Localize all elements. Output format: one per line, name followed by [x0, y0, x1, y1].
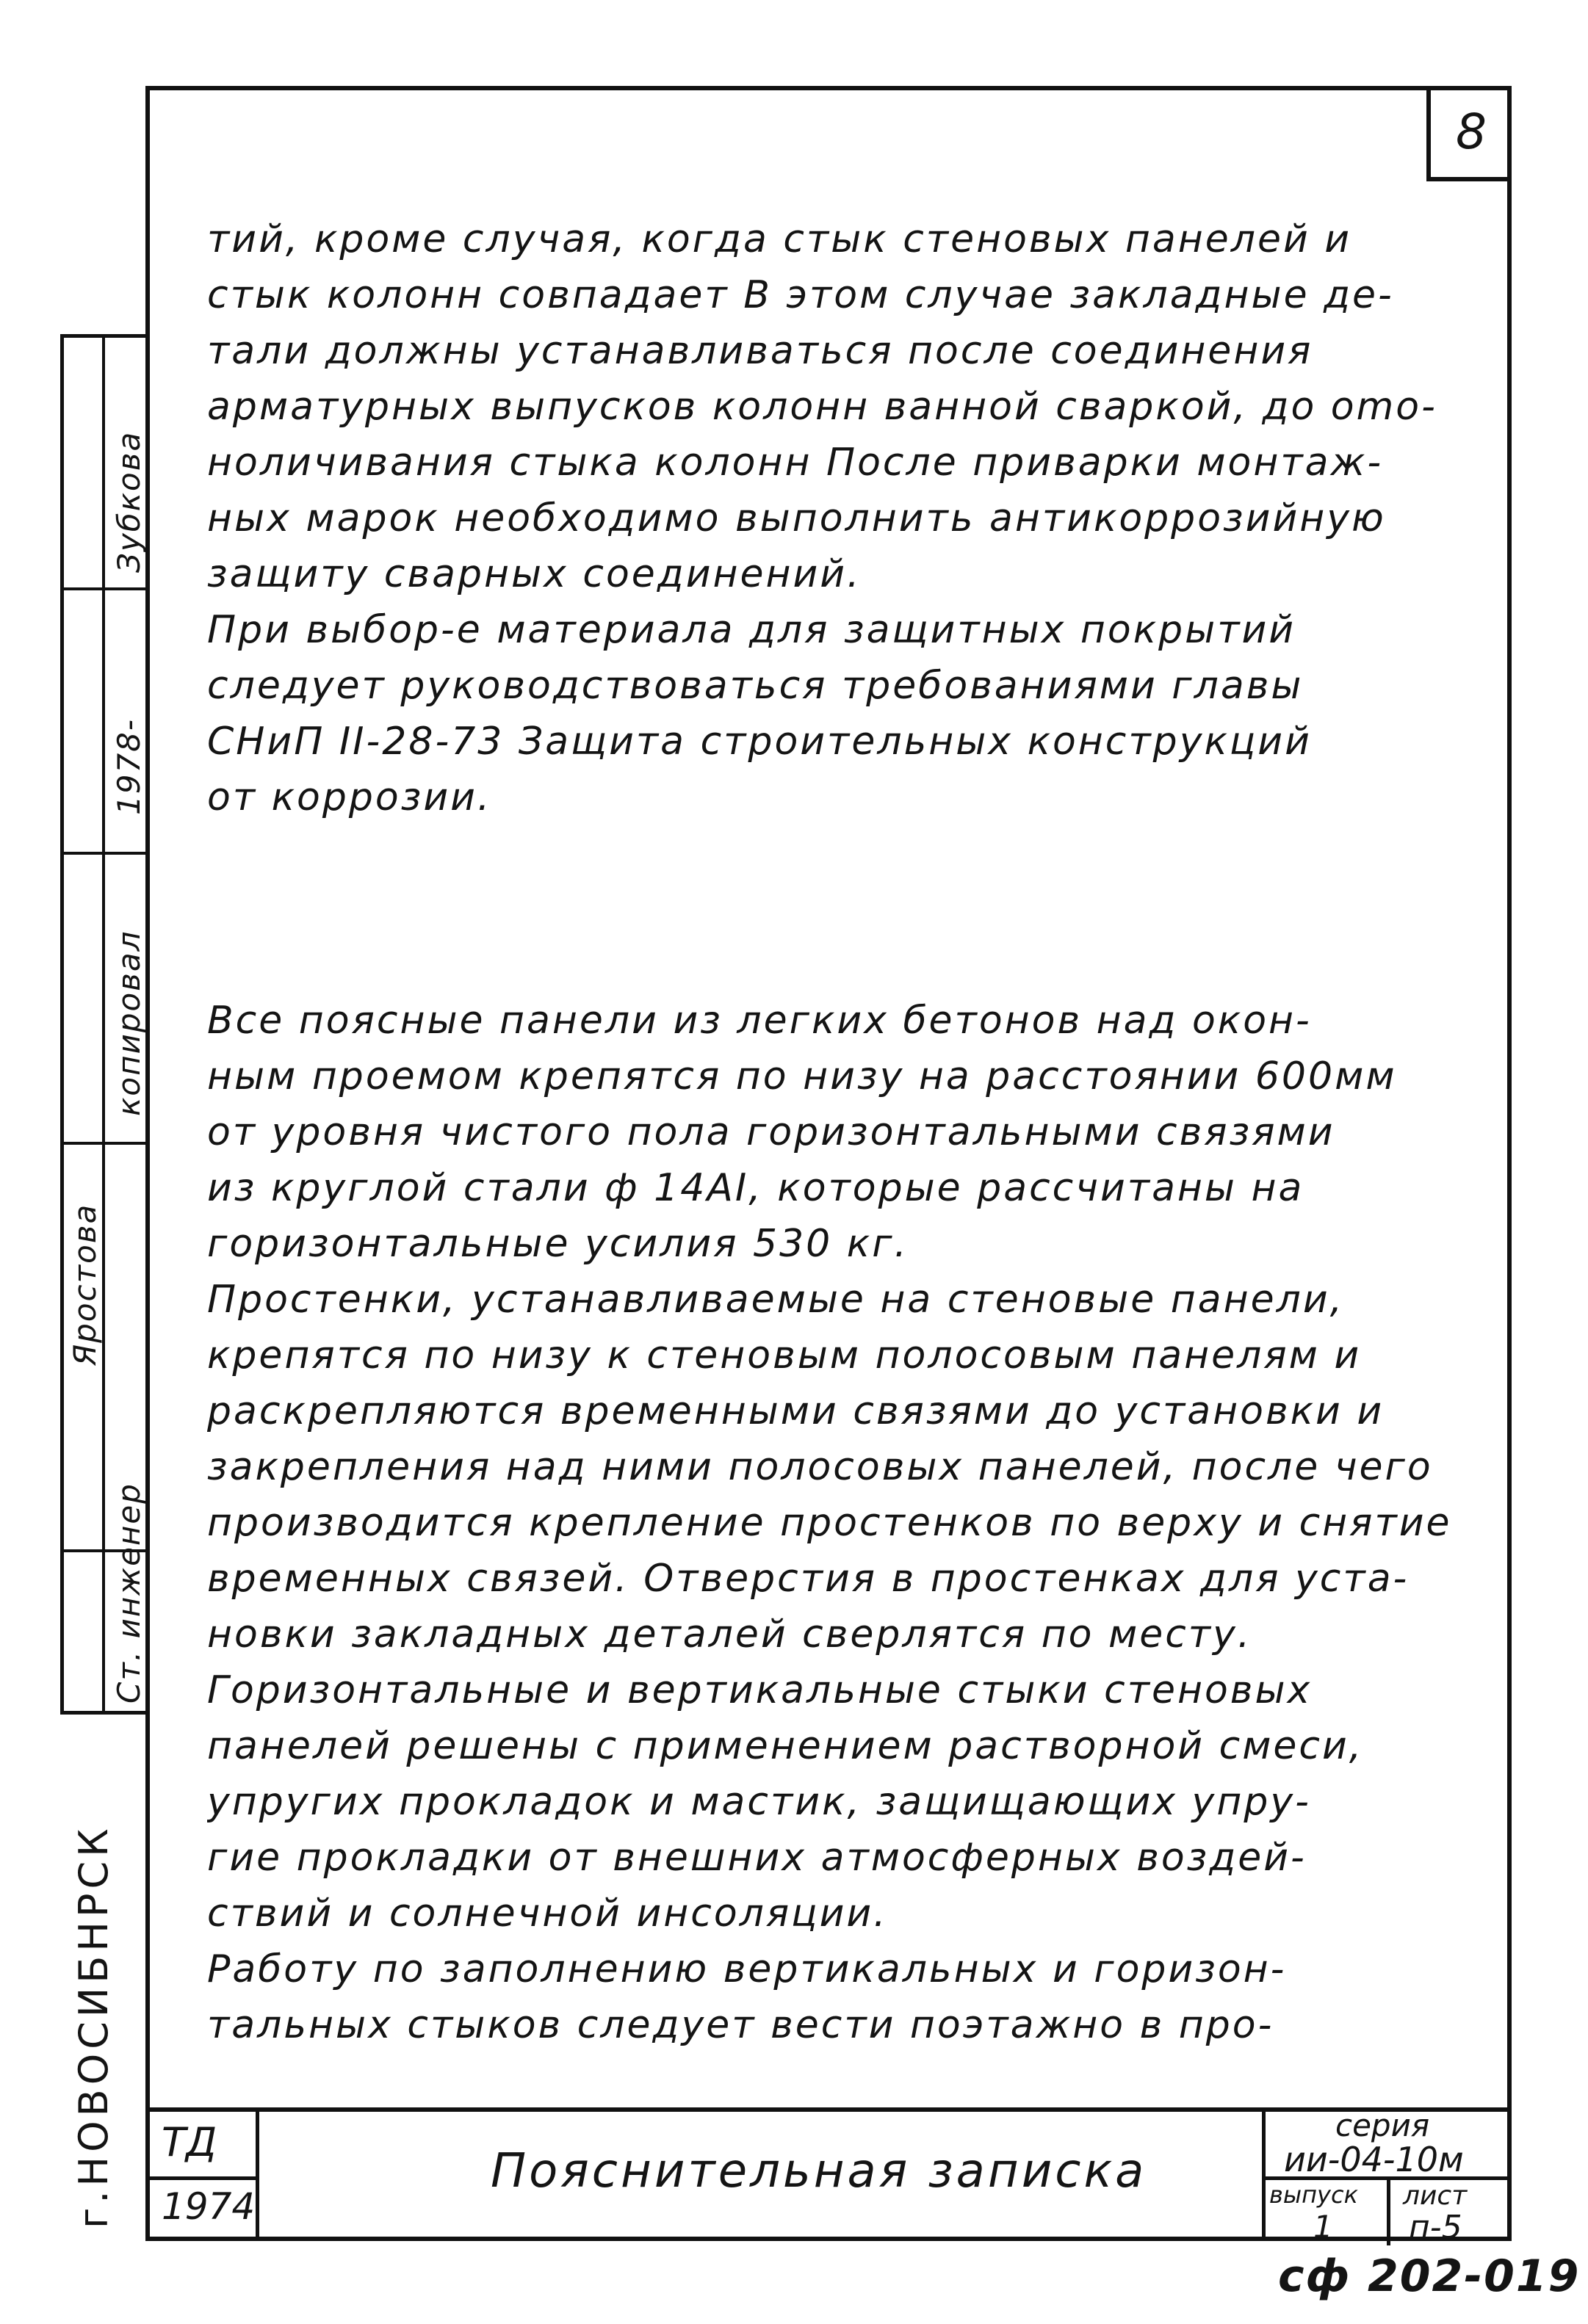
body-line: Все поясные панели из легких бетонов над окон-	[207, 999, 1312, 1043]
sheet-value: п-5	[1409, 2209, 1462, 2246]
body-line: ствий и солнечной инсоляции.	[207, 1892, 888, 1936]
body-line: Горизонтальные и вертикальные стыки стеновых	[207, 1668, 1313, 1712]
body-line	[207, 937, 1456, 993]
body-line: закрепления над ними полосовых панелей, после чего	[207, 1445, 1433, 1489]
body-line: ных марок необходимо выполнить антикоррозийную	[207, 496, 1386, 540]
body-line: горизонтальные усилия 530 кг.	[207, 1222, 909, 1266]
city-label: г.НОВОСИБНРСК	[71, 1824, 117, 2229]
document-title: Пояснительная записка	[491, 2144, 1147, 2198]
body-line: Работу по заполнению вертикальных и горизон-	[207, 1947, 1287, 1991]
body-line: панелей решены с применением растворной смеси,	[207, 1724, 1364, 1768]
sheet-label: лист	[1403, 2181, 1468, 2211]
stamp-role-copied: копировал	[111, 930, 147, 1116]
title-block	[145, 2107, 1512, 2246]
stamp-name-2: Зубкова	[111, 430, 147, 573]
body-line	[207, 825, 1456, 881]
body-line: временных связей. Отверстия в простенках для уста-	[207, 1557, 1410, 1601]
body-line: Простенки, устанавливаемые на стеновые панели,	[207, 1278, 1345, 1322]
org-code: ТД	[162, 2119, 217, 2165]
body-line: стык колонн совпадает В этом случае закладные де-	[207, 273, 1394, 317]
year: 1974	[162, 2185, 256, 2228]
body-line: тальных стыков следует вести поэтажно в про-	[207, 2003, 1274, 2047]
approval-stamp	[60, 334, 145, 1715]
issue-label: выпуск	[1269, 2181, 1358, 2209]
stamp-name-1: Яростова	[67, 1203, 103, 1366]
body-line: следует руководствоваться требованиями главы	[207, 664, 1304, 708]
document-code: сф 202-019	[1278, 2251, 1581, 2302]
body-line: арматурных выпусков колонн ванной сваркой, до omo-	[207, 385, 1437, 429]
body-line: ноличивания стыка колонн После приварки монтаж-	[207, 441, 1384, 485]
body-line	[207, 881, 1456, 937]
body-line: раскрепляются временными связями до установки и	[207, 1389, 1385, 1433]
body-text	[207, 211, 1456, 2053]
series-label: серия	[1335, 2107, 1430, 2143]
body-line: гие прокладки от внешних атмосферных воздей-	[207, 1836, 1307, 1880]
page-number: 8	[1426, 86, 1512, 181]
body-line: от уровня чистого пола горизонтальными связями	[207, 1110, 1335, 1154]
body-line: от коррозии.	[207, 775, 492, 819]
body-line: СНиП II-28-73 Защита строительных конструкций	[207, 720, 1312, 764]
series-value: ии-04-10м	[1284, 2140, 1464, 2179]
issue-value: 1	[1313, 2209, 1333, 2245]
stamp-date: 1978-	[111, 717, 147, 815]
body-line: тали должны устанавливаться после соединения	[207, 329, 1313, 373]
body-line: защиту сварных соединений.	[207, 552, 862, 596]
body-line: ным проемом крепятся по низу на расстоянии 600мм	[207, 1054, 1397, 1098]
body-line: из круглой стали ф 14АI, которые рассчитаны на	[207, 1166, 1304, 1210]
body-line: При выбор-е материала для защитных покрытий	[207, 608, 1296, 652]
body-line: новки закладных деталей сверлятся по месту.	[207, 1612, 1252, 1657]
body-line: тий, кроме случая, когда стык стеновых панелей и	[207, 217, 1352, 261]
body-line: производится крепление простенков по верху и снятие	[207, 1501, 1452, 1545]
body-line: упругих прокладок и мастик, защищающих упру-	[207, 1780, 1311, 1824]
body-line: крепятся по низу к стеновым полосовым панелям и	[207, 1333, 1362, 1378]
stamp-role-engineer: Ст. инженер	[111, 1483, 147, 1704]
